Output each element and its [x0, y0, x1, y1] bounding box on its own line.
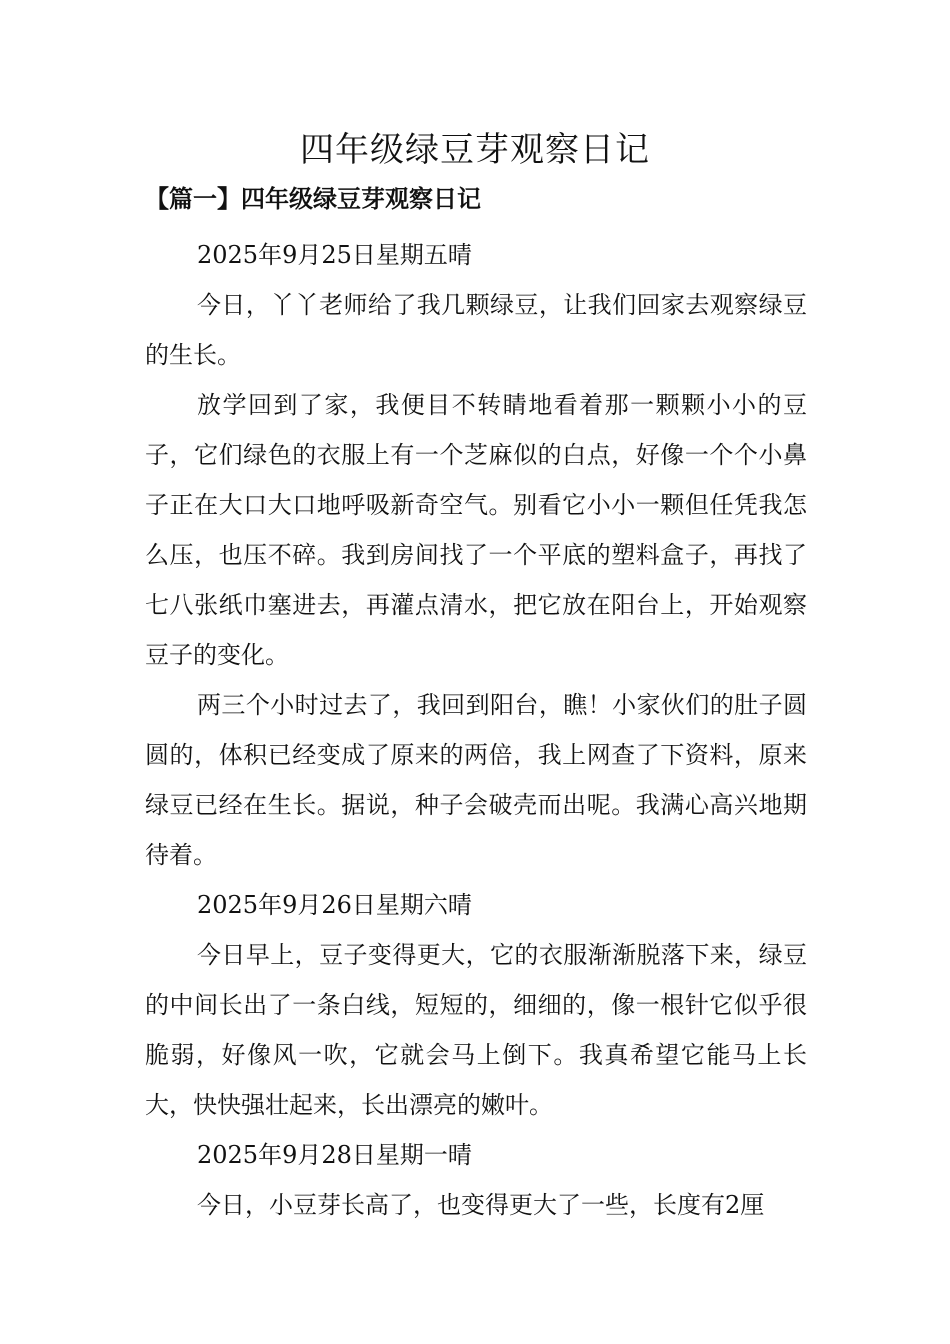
paragraph: 两三个小时过去了，我回到阳台，瞧！小家伙们的肚子圆圆的，体积已经变成了原来的两倍，我上网查了下资料，原来绿豆已经在生长。据说，种子会破壳而出呢。我满心高兴地期待着。: [145, 691, 807, 869]
paragraph: 今日，小豆芽长高了，也变得更大了一些，长度有2厘: [197, 1191, 765, 1219]
section-heading: 【篇一】四年级绿豆芽观察日记: [145, 184, 481, 213]
paragraph: 今日早上，豆子变得更大，它的衣服渐渐脱落下来，绿豆的中间长出了一条白线，短短的，细细的，像一根针它似乎很脆弱，好像风一吹，它就会马上倒下。我真希望它能马上长大，快快强壮起来，长出漂亮的嫩叶。: [145, 941, 807, 1119]
document-title: 四年级绿豆芽观察日记: [300, 130, 650, 170]
paragraph: 放学回到了家，我便目不转睛地看着那一颗颗小小的豆子，它们绿色的衣服上有一个芝麻似的白点，好像一个个小鼻子正在大口大口地呼吸新奇空气。别看它小小一颗但任凭我怎么压，也压不碎。我到房间找了一个平底的塑料盒子，再找了七八张纸巾塞进去，再灌点清水，把它放在阳台上，开始观察豆子的变化。: [145, 391, 807, 669]
document-body: [145, 230, 807, 1230]
diary-date: 2025年9月25日星期五晴: [197, 241, 472, 269]
paragraph: 今日，丫丫老师给了我几颗绿豆，让我们回家去观察绿豆的生长。: [145, 291, 807, 369]
diary-date: 2025年9月26日星期六晴: [197, 891, 472, 919]
diary-date: 2025年9月28日星期一晴: [197, 1141, 472, 1169]
